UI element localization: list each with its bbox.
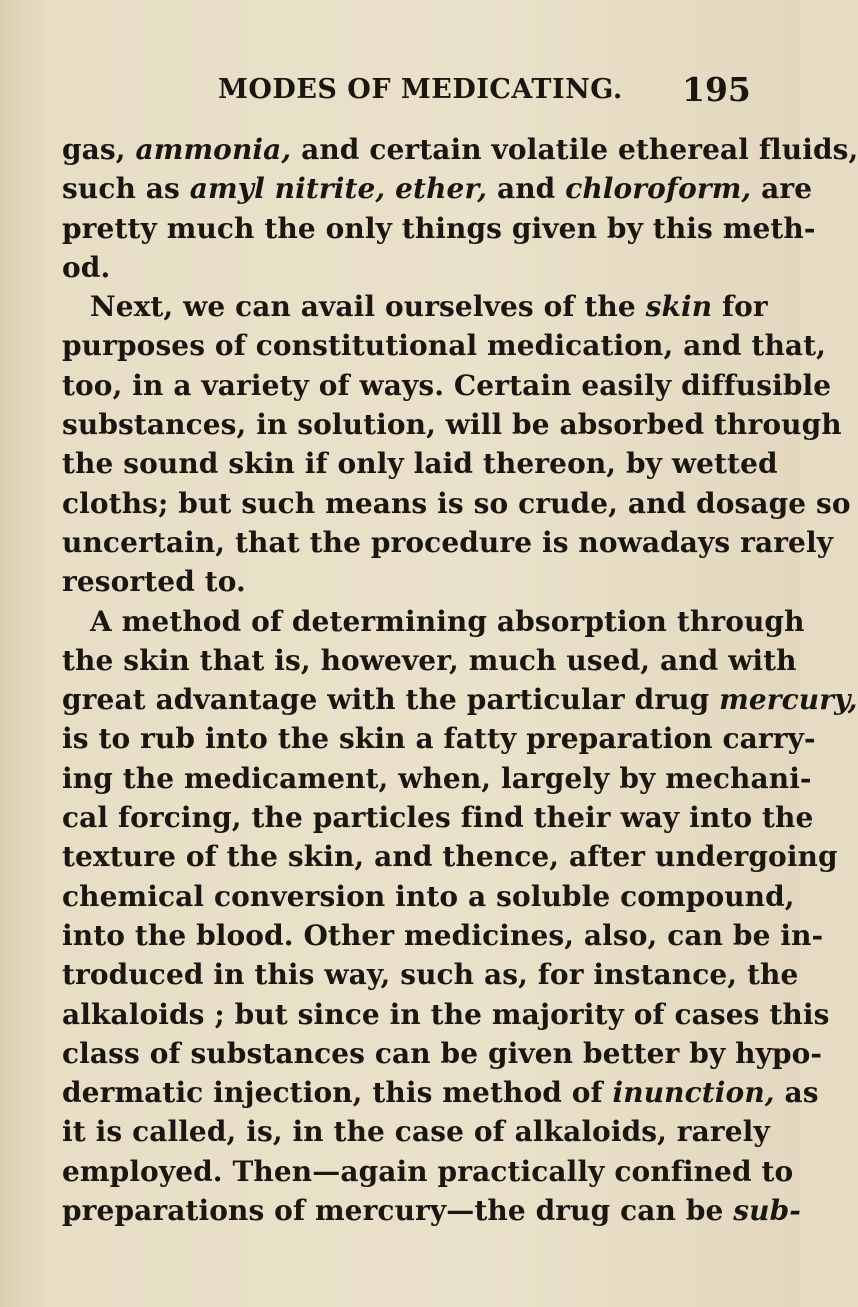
text-run: for [712,290,768,324]
text-run: pretty much the only things given by this meth- [62,211,816,245]
text-run: preparations of mercury—the drug can be [62,1194,734,1228]
text-line [62,1034,823,1073]
text-run: chemical conversion into a soluble compound, [62,879,795,913]
text-run: A method of determining absorption through [90,604,805,638]
text-line [62,1073,819,1112]
text-run: dermatic injection, this method of [62,1076,613,1110]
text-run: into the blood. Other medicines, also, can be in- [62,918,824,952]
text-run: it is called, is, in the case of alkaloids, rarely [62,1115,770,1149]
text-line [62,405,842,444]
text-line [62,484,851,523]
text-line [62,680,858,719]
text-run: are [751,172,813,206]
text-line [62,877,795,916]
text-run: the skin that is, however, much used, and with [62,643,797,677]
body-text [62,130,858,1230]
text-run: is to rub into the skin a fatty preparation carry- [62,722,816,756]
text-run: employed. Then—again practically confined to [62,1154,794,1188]
text-line [62,248,752,287]
text-line [62,916,824,955]
text-line [62,209,816,248]
italic-text: inunction, [612,1076,775,1110]
text-line [62,1152,794,1191]
text-line [62,602,805,641]
running-head: MODES OF MEDICATING. [218,74,623,105]
text-run: cal forcing, the particles find their way into the [62,801,814,835]
page-number: 195 [682,70,751,109]
text-run: as [774,1076,819,1110]
text-run: the sound skin if only laid thereon, by wetted [62,447,778,481]
text-run: cloths; but such means is so crude, and dosage so [62,486,851,520]
italic-text: mercury, [719,683,858,717]
text-line [62,759,812,798]
text-run: od. [62,250,111,284]
italic-text: chloroform, [565,172,752,206]
text-line [62,562,752,601]
text-run: uncertain, that the procedure is nowadays rarely [62,525,834,559]
text-run: Next, we can avail ourselves of the [90,290,646,324]
text-line [62,326,827,365]
text-line [62,955,799,994]
text-line [62,798,814,837]
text-run: such as [62,172,190,206]
text-run: and [487,172,566,206]
text-run: substances, in solution, will be absorbed through [62,408,842,442]
italic-text: ammonia, [135,133,292,166]
text-line [62,837,838,876]
text-line [62,130,858,169]
italic-text: amyl nitrite, ether, [189,172,488,206]
text-run: too, in a variety of ways. Certain easily diffusible [62,368,832,402]
text-line [62,287,768,326]
text-run: alkaloids ; but since in the majority of cases this [62,997,830,1031]
text-run: ing the medicament, when, largely by mechani- [62,761,812,795]
text-run: great advantage with the particular drug [62,683,720,717]
text-run: texture of the skin, and thence, after undergoing [62,840,838,874]
text-line [62,995,830,1034]
text-line [62,169,813,208]
text-run: gas, [62,133,136,166]
text-line [62,1112,770,1151]
text-run: troduced in this way, such as, for instance, the [62,958,799,992]
text-line [62,719,816,758]
text-run: purposes of constitutional medication, and that, [62,329,827,363]
text-run: resorted to. [62,565,246,599]
text-line [62,641,797,680]
text-run: and certain volatile ethereal fluids, [291,133,858,166]
italic-text: skin [645,290,713,324]
text-line [62,1191,802,1230]
text-line [62,444,778,483]
italic-text: sub- [733,1194,802,1228]
text-line [62,366,832,405]
text-line [62,523,834,562]
text-run: class of substances can be given better by hypo- [62,1036,823,1070]
